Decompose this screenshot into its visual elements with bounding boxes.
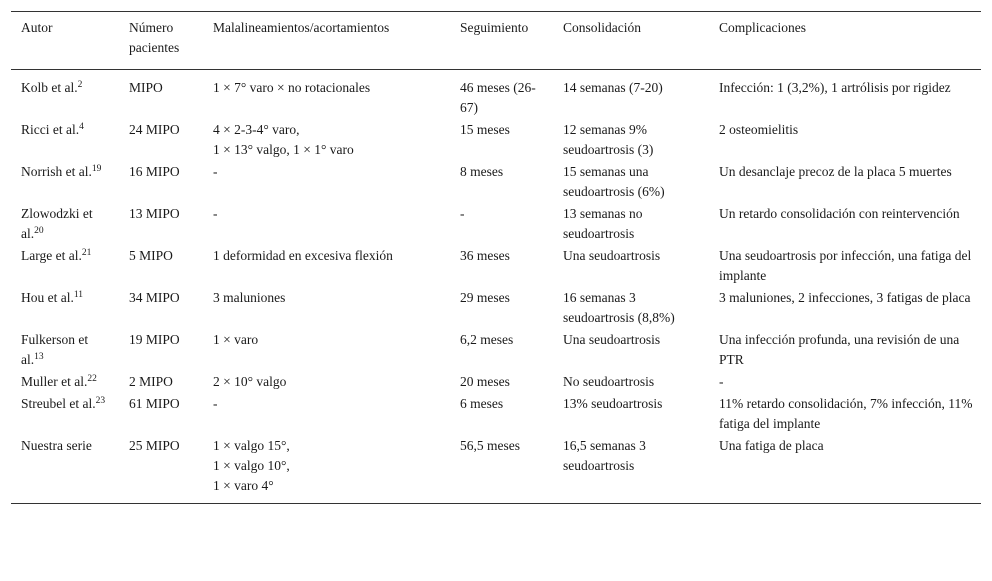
cell-consolidation: 16,5 semanas 3 seudoartrosis (563, 438, 646, 473)
author-name: Muller et al. (21, 374, 88, 389)
cell-author (11, 203, 119, 245)
cell-complications: - (719, 374, 724, 389)
cell-author (11, 245, 119, 287)
cell-malalignment (203, 393, 450, 435)
cell-patients: 2 MIPO (129, 374, 173, 389)
cell-consolidation: 13% seudoartrosis (563, 396, 663, 411)
cell-patients: 13 MIPO (129, 206, 180, 221)
malalignment-line: 1 × valgo 10°, (213, 458, 290, 473)
cell-complications: 2 osteomielitis (719, 122, 799, 137)
cell-followup: 20 meses (460, 374, 510, 389)
cell-followup: 29 meses (460, 290, 510, 305)
cell-complications: Un desanclaje precoz de la placa 5 muertes (719, 164, 952, 179)
cell-author (11, 435, 119, 504)
table-row (11, 119, 981, 161)
author-name: Ricci et al. (21, 122, 80, 137)
reference-number: 22 (87, 374, 97, 384)
header-author: Autor (21, 20, 53, 35)
cell-author (11, 329, 119, 371)
table-row (11, 245, 981, 287)
cell-complications: 11% retardo consolidación, 7% infección, 11% fatiga del implante (719, 396, 973, 431)
cell-complications: Una infección profunda, una revisión de una PTR (719, 332, 960, 367)
malalignment-line: 1 × 13° valgo, 1 × 1° varo (213, 142, 354, 157)
cell-malalignment (203, 70, 450, 120)
cell-author (11, 393, 119, 435)
cell-malalignment (203, 245, 450, 287)
author-name: Kolb et al. (21, 80, 78, 95)
author-name: Hou et al. (21, 290, 74, 305)
cell-malalignment (203, 371, 450, 393)
author-name: Fulkerson et al. (21, 332, 89, 367)
malalignment-line: 2 × 10° valgo (213, 374, 287, 389)
reference-number: 23 (95, 396, 106, 406)
author-name: Nuestra serie (21, 438, 92, 453)
malalignment-line: 1 × varo (213, 332, 259, 347)
cell-malalignment (203, 287, 450, 329)
reference-number: 13 (34, 352, 44, 362)
table-row (11, 203, 981, 245)
cell-consolidation: 15 semanas una seudoartrosis (6%) (563, 164, 665, 199)
author-name: Zlowodzki et al. (21, 206, 93, 241)
cell-complications: 3 maluniones, 2 infecciones, 3 fatigas de placa (719, 290, 971, 305)
cell-author (11, 287, 119, 329)
cell-malalignment (203, 435, 450, 504)
comparison-table (11, 11, 981, 504)
cell-author (11, 371, 119, 393)
table-row (11, 70, 981, 120)
cell-malalignment (203, 329, 450, 371)
malalignment-line: 4 × 2-3-4° varo, (213, 122, 300, 137)
cell-followup: 8 meses (460, 164, 504, 179)
reference-number: 2 (77, 80, 83, 90)
malalignment-line: 1 × varo 4° (213, 478, 274, 493)
cell-author (11, 119, 119, 161)
cell-patients: MIPO (129, 80, 163, 95)
header-consolidation: Consolidación (563, 20, 641, 35)
header-patients: Número pacientes (129, 20, 180, 55)
cell-patients: 19 MIPO (129, 332, 180, 347)
table-row (11, 393, 981, 435)
cell-followup: - (460, 206, 465, 221)
cell-consolidation: 12 semanas 9% seudoartrosis (3) (563, 122, 654, 157)
header-row (11, 12, 981, 70)
cell-followup: 46 meses (26-67) (460, 80, 536, 115)
cell-complications: Una seudoartrosis por infección, una fatiga del implante (719, 248, 972, 283)
malalignment-line: 1 deformidad en excesiva flexión (213, 248, 393, 263)
cell-followup: 15 meses (460, 122, 510, 137)
cell-followup: 36 meses (460, 248, 510, 263)
malalignment-line: 1 × valgo 15°, (213, 438, 290, 453)
cell-complications: Infección: 1 (3,2%), 1 artrólisis por rigidez (719, 80, 951, 95)
author-name: Large et al. (21, 248, 82, 263)
cell-consolidation: Una seudoartrosis (563, 332, 661, 347)
cell-author (11, 161, 119, 203)
malalignment-line: 1 × 7° varo × no rotacionales (213, 80, 371, 95)
reference-number: 20 (34, 226, 44, 236)
cell-followup: 6,2 meses (460, 332, 514, 347)
table-row (11, 329, 981, 371)
table-row (11, 287, 981, 329)
header-followup: Seguimiento (460, 20, 529, 35)
table-row (11, 371, 981, 393)
cell-patients: 25 MIPO (129, 438, 180, 453)
cell-patients: 16 MIPO (129, 164, 180, 179)
reference-number: 11 (73, 290, 84, 300)
cell-patients: 61 MIPO (129, 396, 180, 411)
cell-patients: 24 MIPO (129, 122, 180, 137)
cell-consolidation: 14 semanas (7-20) (563, 80, 663, 95)
cell-complications: Una fatiga de placa (719, 438, 824, 453)
cell-patients: 5 MIPO (129, 248, 173, 263)
header-complications: Complicaciones (719, 20, 806, 35)
malalignment-line: 3 maluniones (213, 290, 286, 305)
results-table-container (11, 11, 981, 504)
cell-malalignment (203, 203, 450, 245)
reference-number: 21 (81, 248, 92, 258)
header-malalignment: Malalineamientos/acortamientos (213, 20, 390, 35)
cell-complications: Un retardo consolidación con reintervención (719, 206, 960, 221)
malalignment-line: - (213, 396, 218, 411)
cell-consolidation: 13 semanas no seudoartrosis (563, 206, 643, 241)
cell-consolidation: 16 semanas 3 seudoartrosis (8,8%) (563, 290, 675, 325)
cell-author (11, 70, 119, 120)
author-name: Norrish et al. (21, 164, 92, 179)
table-body (11, 70, 981, 504)
cell-followup: 56,5 meses (460, 438, 520, 453)
table-header (11, 12, 981, 70)
cell-malalignment (203, 119, 450, 161)
malalignment-line: - (213, 206, 218, 221)
table-row (11, 435, 981, 504)
cell-followup: 6 meses (460, 396, 504, 411)
cell-consolidation: No seudoartrosis (563, 374, 655, 389)
reference-number: 19 (91, 164, 102, 174)
cell-patients: 34 MIPO (129, 290, 180, 305)
table-row (11, 161, 981, 203)
reference-number: 4 (79, 122, 84, 132)
cell-malalignment (203, 161, 450, 203)
cell-consolidation: Una seudoartrosis (563, 248, 661, 263)
malalignment-line: - (213, 164, 218, 179)
author-name: Streubel et al. (21, 396, 96, 411)
